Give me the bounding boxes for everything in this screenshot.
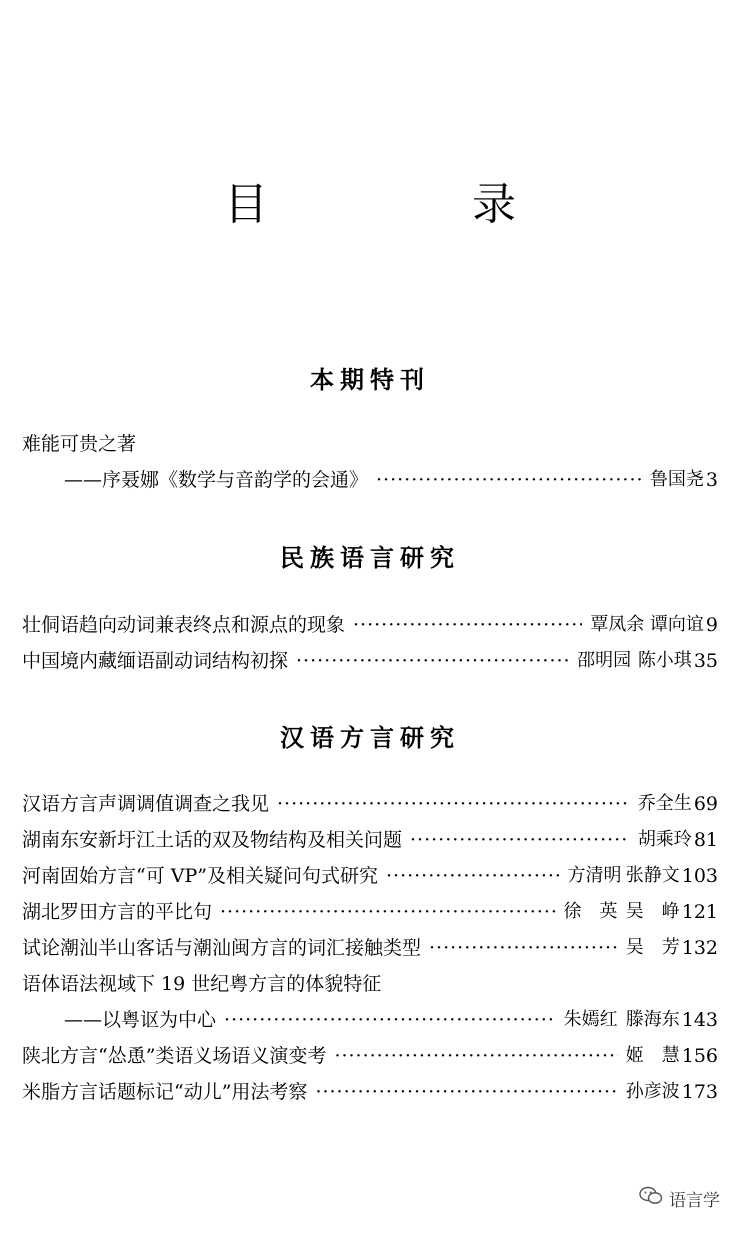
entry-author: 姬 慧 <box>625 1045 680 1066</box>
entry-author: 吴 峥 <box>625 901 680 922</box>
entry-page: 35 <box>693 650 718 672</box>
toc-entry[interactable] <box>22 430 718 458</box>
entry-page: 173 <box>681 1081 718 1103</box>
section-title-ethnic: 民族语言研究 <box>280 543 460 572</box>
toc-entry[interactable] <box>22 647 718 675</box>
toc-entry[interactable] <box>22 934 718 962</box>
entry-page: 143 <box>681 1009 718 1031</box>
entry-author: 徐 英 <box>563 901 618 922</box>
entry-author: 方清明 <box>567 865 622 886</box>
entry-page: 103 <box>681 865 718 887</box>
leader-dots <box>220 898 556 926</box>
entry-page: 81 <box>693 829 718 851</box>
entry-author: 滕海东 <box>625 1009 680 1030</box>
toc-entry[interactable] <box>22 1078 718 1106</box>
leader-dots <box>429 934 618 962</box>
entry-title: 河南固始方言“可 VP”及相关疑问句式研究 <box>22 865 378 887</box>
section-title-special: 本期特刊 <box>310 365 430 394</box>
entry-author: 吴 芳 <box>625 937 680 958</box>
entry-page: 3 <box>705 469 718 491</box>
entry-title: 汉语方言声调调值调查之我见 <box>22 793 270 815</box>
toc-entry[interactable] <box>22 862 718 890</box>
toc-entry[interactable] <box>64 1006 718 1034</box>
entry-page: 69 <box>693 793 718 815</box>
entry-title: 语体语法视域下 19 世纪粤方言的体貌特征 <box>22 973 382 995</box>
leader-dots <box>277 790 630 818</box>
entry-title: 陕北方言“怂恿”类语义场语义演变考 <box>22 1045 327 1067</box>
toc-entry[interactable] <box>64 466 718 494</box>
entry-author: 陈小琪 <box>637 650 692 671</box>
leader-dots <box>353 611 582 639</box>
entry-author: 邵明园 <box>577 650 632 671</box>
section-title-dialect: 汉语方言研究 <box>280 723 460 752</box>
entry-title: 湖南东安新圩江土话的双及物结构及相关问题 <box>22 829 403 851</box>
entry-title: 中国境内藏缅语副动词结构初探 <box>22 650 289 672</box>
leader-dots <box>386 862 560 890</box>
entry-title: 湖北罗田方言的平比句 <box>22 901 213 923</box>
leader-dots <box>224 1006 556 1034</box>
entry-title: 难能可贵之著 <box>22 433 137 455</box>
wechat-icon <box>639 1186 663 1211</box>
toc-entry[interactable] <box>22 826 718 854</box>
toc-entry[interactable] <box>22 898 718 926</box>
entry-subtitle: ——序聂娜《数学与音韵学的会通》 <box>64 469 369 491</box>
entry-author: 乔全生 <box>637 793 692 814</box>
toc-entry[interactable] <box>22 1042 718 1070</box>
watermark-text: 语言学 <box>669 1191 720 1211</box>
wechat-watermark <box>639 1186 720 1211</box>
entry-title: 试论潮汕半山客话与潮汕闽方言的词汇接触类型 <box>22 937 422 959</box>
entry-page: 9 <box>705 614 718 636</box>
entry-title: 米脂方言话题标记“动儿”用法考察 <box>22 1081 308 1103</box>
toc-entry[interactable] <box>22 970 718 998</box>
entry-page: 156 <box>681 1045 718 1067</box>
entry-author: 鲁国尧 <box>649 469 704 490</box>
leader-dots <box>296 647 569 675</box>
leader-dots <box>376 466 642 494</box>
entry-page: 121 <box>681 901 718 923</box>
leader-dots <box>410 826 630 854</box>
entry-subtitle: ——以粤讴为中心 <box>64 1009 217 1031</box>
entry-author: 张静文 <box>625 865 680 886</box>
entry-title: 壮侗语趋向动词兼表终点和源点的现象 <box>22 614 346 636</box>
entry-author: 覃凤余 <box>590 614 645 635</box>
entry-author: 朱嫣红 <box>563 1009 618 1030</box>
leader-dots <box>334 1042 617 1070</box>
entry-author: 孙彦波 <box>625 1081 680 1102</box>
entry-author: 谭向谊 <box>649 614 704 635</box>
entry-page: 132 <box>681 937 718 959</box>
toc-entry[interactable] <box>22 611 718 639</box>
toc-entry[interactable] <box>22 790 718 818</box>
entry-author: 胡乘玲 <box>637 829 692 850</box>
page-title: 目 录 <box>224 179 596 230</box>
leader-dots <box>315 1078 617 1106</box>
